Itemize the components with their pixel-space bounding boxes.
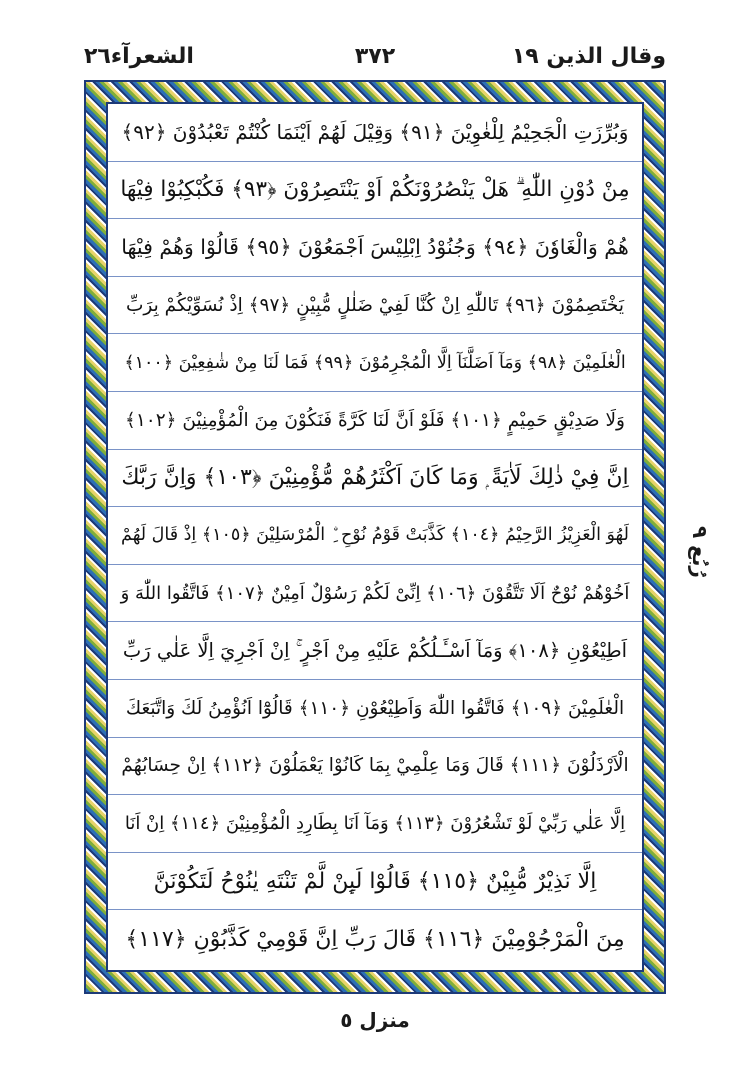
verse-text: الْاَرْذَلُوْنَ ﴿١١١﴾ قَالَ وَمَا عِلْمِيْ بِمَا كَانُوْا يَعْمَلُوْنَ ﴿١١٢﴾ اِنْ حِسَابُهُمْ xyxy=(121,755,629,777)
verse-text: اَطِيْعُوْنِ ﴿١٠٨﴾ وَمَآ اَسْـَٔـلُكُمْ عَلَيْهِ مِنْ اَجْرٍ ۚ اِنْ اَجْرِيَ اِلَّا عَلٰي رَبِّ xyxy=(122,639,628,663)
verse-line xyxy=(108,507,642,565)
verse-text: وَبُرِّزَتِ الْجَحِيْمُ لِلْغٰوِيْنَ ﴿٩١﴾ وَقِيْلَ لَهُمْ اَيْنَمَا كُنْتُمْ تَعْبُدُوْنَ ﴿٩٢﴾ xyxy=(121,120,629,145)
verse-text: الْعٰلَمِيْنَ ﴿١٠٩﴾ فَاتَّقُوا اللّٰهَ وَاَطِيْعُوْنِ ﴿١١٠﴾ قَالُوْٓا اَنُؤْمِنُ لَكَ وَاتَّبَعَكَ xyxy=(125,697,625,719)
verse-text: يَخْتَصِمُوْنَ ﴿٩٦﴾ تَاللّٰهِ اِنْ كُنَّا لَفِيْ ضَلٰلٍ مُّبِيْنٍ ﴿٩٧﴾ اِذْ نُسَوِّيْكُمْ بِرَبِّ xyxy=(125,294,625,316)
ruku-marker: رُبُع ٩ xyxy=(688,526,712,578)
decorative-border-frame xyxy=(84,80,666,994)
verse-line xyxy=(108,910,642,968)
verse-line xyxy=(108,219,642,277)
text-panel xyxy=(106,102,644,972)
verse-text: اِلَّا نَذِيْرٌ مُّبِيْنٌ ﴿١١٥﴾ قَالُوْا لَىِٕنْ لَّمْ تَنْتَهِ يٰنُوْحُ لَتَكُوْنَنَّ xyxy=(153,868,597,894)
verse-text: مِنْ دُوْنِ اللّٰهِ ۗ هَلْ يَنْصُرُوْنَكُمْ اَوْ يَنْتَصِرُوْنَ ﴿٩٣﴾ فَكُبْكِبُوْا فِيْهَا xyxy=(120,177,630,203)
verse-text: وَلَا صَدِيْقٍ حَمِيْمٍ ﴿١٠١﴾ فَلَوْ اَنَّ لَنَا كَرَّةً فَنَكُوْنَ مِنَ الْمُؤْمِنِيْنَ ﴿١٠٢﴾ xyxy=(125,409,625,431)
verse-text: مِنَ الْمَرْجُوْمِيْنَ ﴿١١٦﴾ قَالَ رَبِّ اِنَّ قَوْمِيْ كَذَّبُوْنِ ﴿١١٧﴾ xyxy=(125,926,625,952)
page-header xyxy=(84,38,666,78)
surah-title: الشعرآء٢٦ xyxy=(84,44,194,69)
verse-line xyxy=(108,277,642,335)
verse-line xyxy=(108,450,642,508)
page-number: ٣٧٢ xyxy=(354,44,396,69)
verse-line xyxy=(108,162,642,220)
verse-line xyxy=(108,795,642,853)
verse-line xyxy=(108,565,642,623)
verse-text: اِنَّ فِيْ ذٰلِكَ لَاٰيَةً ۭ وَمَا كَانَ اَكْثَرُهُمْ مُّؤْمِنِيْنَ ﴿١٠٣﴾ وَاِنَّ رَبَّكَ xyxy=(121,465,629,491)
juz-title: وقال الذين ١٩ xyxy=(511,44,666,69)
verse-line xyxy=(108,853,642,911)
verse-line xyxy=(108,392,642,450)
verse-text: الْعٰلَمِيْنَ ﴿٩٨﴾ وَمَآ اَضَلَّنَآ اِلَّا الْمُجْرِمُوْنَ ﴿٩٩﴾ فَمَا لَنَا مِنْ شٰفِعِيْنَ ﴿١٠٠﴾ xyxy=(124,352,626,373)
manzil-footer: منزل ٥ xyxy=(340,1008,410,1032)
verse-line xyxy=(108,104,642,162)
verse-text: لَهُوَ الْعَزِيْزُ الرَّحِيْمُ ﴿١٠٤﴾ كَذَّبَتْ قَوْمُ نُوْحِ ِۨ الْمُرْسَلِيْنَ ﴿١٠٥﴾ اِذْ قَالَ لَهُمْ xyxy=(121,525,629,546)
verse-text: هُمْ وَالْغَاوٗنَ ﴿٩٤﴾ وَجُنُوْدُ اِبْلِيْسَ اَجْمَعُوْنَ ﴿٩٥﴾ قَالُوْا وَهُمْ فِيْهَا xyxy=(121,235,629,260)
verse-line xyxy=(108,738,642,796)
verse-text: اَخُوْهُمْ نُوْحٌ اَلَا تَتَّقُوْنَ ﴿١٠٦﴾ اِنِّىْ لَكُمْ رَسُوْلٌ اَمِيْنٌ ﴿١٠٧﴾ فَاتَّقُوا اللّٰهَ وَ xyxy=(120,582,630,604)
verse-line xyxy=(108,622,642,680)
verse-text: اِلَّا عَلٰي رَبِّيْ لَوْ تَشْعُرُوْنَ ﴿١١٣﴾ وَمَآ اَنَا بِطَارِدِ الْمُؤْمِنِيْنَ ﴿١١٤﴾ اِنْ اَنَا xyxy=(124,812,626,834)
verse-lines xyxy=(108,104,642,970)
verse-line xyxy=(108,680,642,738)
verse-line xyxy=(108,334,642,392)
